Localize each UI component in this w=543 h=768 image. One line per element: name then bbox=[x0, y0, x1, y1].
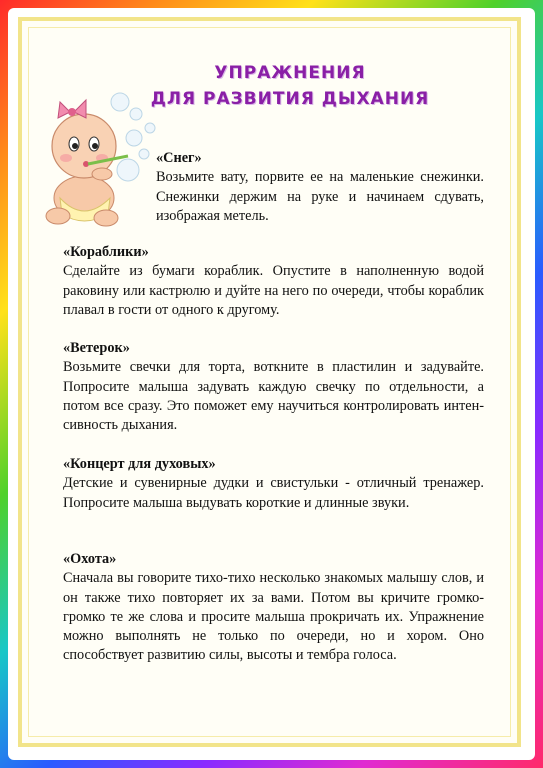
page-title bbox=[140, 60, 440, 112]
section-text: Детские и сувенирные дудки и свистульки - отличный тренажер. Попросите малыша выдувать короткие и длинные звуки. bbox=[63, 475, 484, 511]
title-line-2: ДЛЯ РАЗВИТИЯ ДЫХАНИЯ bbox=[150, 89, 430, 109]
title-line-1: УПРАЖНЕНИЯ bbox=[214, 63, 366, 83]
section-heading: «Охота» bbox=[63, 551, 117, 567]
section-heading: «Кораблики» bbox=[63, 244, 149, 260]
section-heading: «Концерт для духовых» bbox=[63, 456, 216, 472]
section-wind-concert bbox=[63, 455, 484, 513]
section-text: Сначала вы говорите тихо-тихо несколько знакомых малышу слов, и он также тихо повторяет их за вами. Потом вы кричите громко-громко те же слова и просите малыша прокричать их. Упражнение можно выполнять не только по очереди, но и хором. Оно способствует развитию силы, высоты и тембра голоса. bbox=[63, 570, 484, 664]
section-snow bbox=[156, 149, 484, 226]
section-breeze bbox=[63, 339, 484, 435]
section-boats bbox=[63, 243, 484, 320]
section-heading: «Ветерок» bbox=[63, 340, 130, 356]
section-hunt bbox=[63, 550, 484, 666]
section-text: Возьмите свечки для торта, воткните в пластилин и задувайте. Попросите малыша задувать каждую свечку по отдельности, а потом все сразу. Это поможет ему научиться контролировать интен-сивность дыхания. bbox=[63, 359, 484, 434]
baby-blowing-bubbles-icon bbox=[32, 90, 162, 230]
section-text: Сделайте из бумаги кораблик. Опустите в наполненную водой раковину или кастрюлю и дуйте на него по очереди, чтобы кораблик плавал в гости от одного к другому. bbox=[63, 263, 484, 318]
section-text: Возьмите вату, порвите ее на маленькие снежинки. Снежинки держим на руке и начинаем сдувать, изображая метель. bbox=[156, 169, 484, 224]
section-heading: «Снег» bbox=[156, 150, 202, 166]
